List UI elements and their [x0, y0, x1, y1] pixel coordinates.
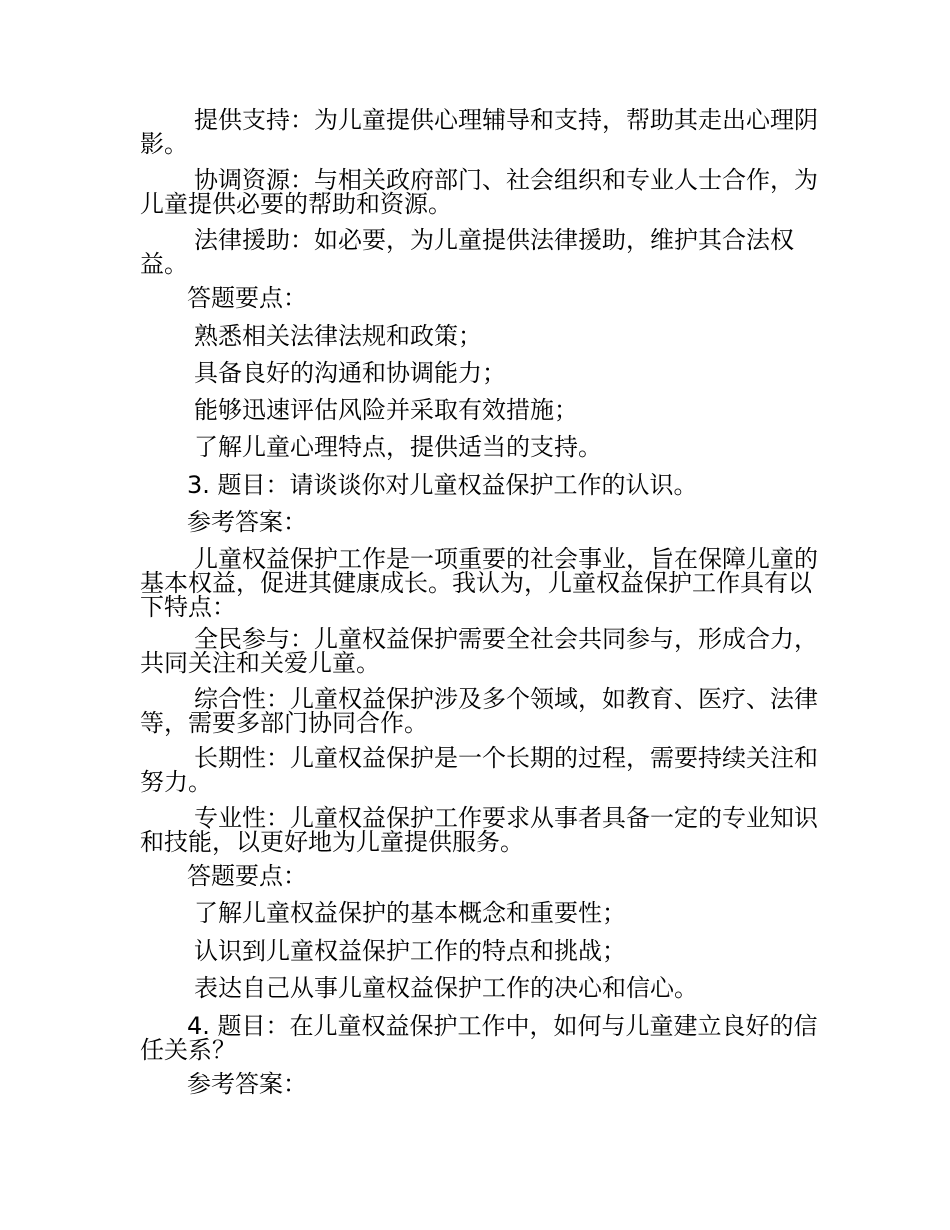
reference-answer-heading: 参考答案：: [187, 1070, 307, 1098]
paragraph-comprehensiveness: 综合性：儿童权益保护涉及多个领域，如教育、医疗、法律等，需要多部门协同合作。: [140, 685, 818, 737]
answer-point: 能够迅速评估风险并采取有效措施；: [194, 396, 578, 424]
answer-point: 了解儿童权益保护的基本概念和重要性；: [194, 899, 626, 927]
answer-point: 认识到儿童权益保护工作的特点和挑战；: [194, 937, 626, 965]
paragraph-answer-intro: 儿童权益保护工作是一项重要的社会事业，旨在保障儿童的基本权益，促进其健康成长。我认为，儿童权益保护工作具有以下特点：: [140, 545, 818, 621]
answer-point: 了解儿童心理特点，提供适当的支持。: [194, 433, 602, 461]
question-3: 3. 题目：请谈谈你对儿童权益保护工作的认识。: [187, 471, 698, 499]
question-4: 4. 题目：在儿童权益保护工作中，如何与儿童建立良好的信任关系？: [140, 1012, 818, 1064]
paragraph-provide-support: 提供支持：为儿童提供心理辅导和支持，帮助其走出心理阴影。: [140, 106, 818, 158]
answer-points-heading: 答题要点：: [187, 862, 307, 890]
answer-point: 表达自己从事儿童权益保护工作的决心和信心。: [194, 974, 698, 1002]
paragraph-long-term: 长期性：儿童权益保护是一个长期的过程，需要持续关注和努力。: [140, 744, 818, 796]
reference-answer-heading: 参考答案：: [187, 508, 307, 536]
answer-points-heading: 答题要点：: [187, 284, 307, 312]
paragraph-legal-aid: 法律援助：如必要，为儿童提供法律援助，维护其合法权益。: [140, 226, 794, 278]
paragraph-professionalism: 专业性：儿童权益保护工作要求从事者具备一定的专业知识和技能，以更好地为儿童提供服务。: [140, 804, 818, 856]
answer-point: 具备良好的沟通和协调能力；: [194, 359, 506, 387]
answer-point: 熟悉相关法律法规和政策；: [194, 322, 482, 350]
paragraph-coordinate-resources: 协调资源：与相关政府部门、社会组织和专业人士合作，为儿童提供必要的帮助和资源。: [140, 166, 818, 218]
paragraph-universal-participation: 全民参与：儿童权益保护需要全社会共同参与，形成合力，共同关注和关爱儿童。: [140, 625, 818, 677]
